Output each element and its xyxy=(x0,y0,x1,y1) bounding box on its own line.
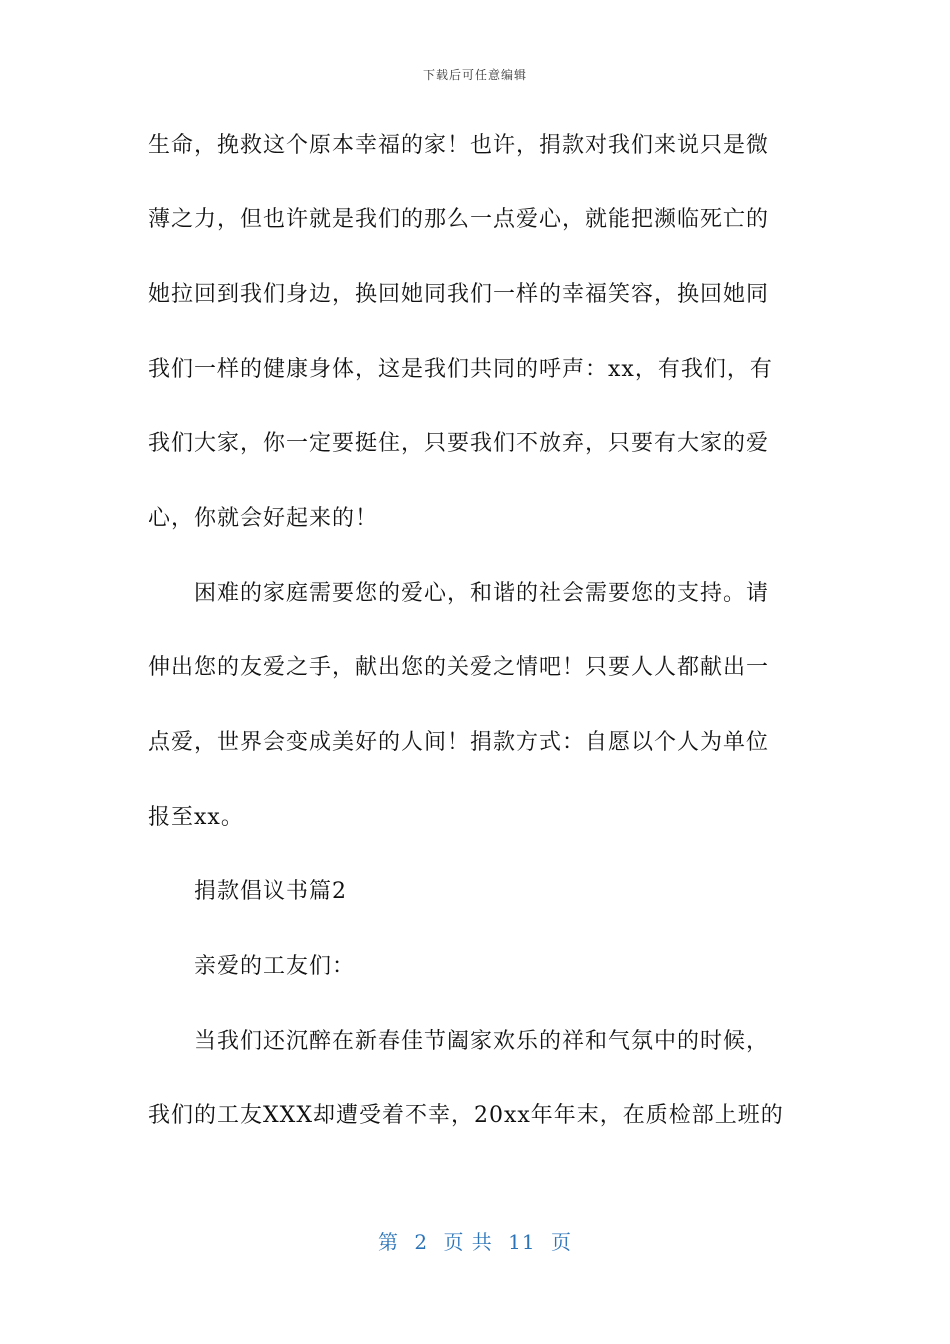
body-line: 我们一样的健康身体，这是我们共同的呼声：xx，有我们，有 xyxy=(148,357,773,382)
page-number-total: 11 xyxy=(508,1230,536,1254)
body-line: 我们大家，你一定要挺住，只要我们不放弃，只要有大家的爱 xyxy=(148,431,770,456)
page-number-mid: 页 共 xyxy=(443,1230,493,1254)
body-line: 薄之力，但也许就是我们的那么一点爱心，就能把濒临死亡的 xyxy=(148,207,770,232)
body-line: 报至xx。 xyxy=(148,805,244,830)
page-number xyxy=(0,1226,950,1255)
body-line: 困难的家庭需要您的爱心，和谐的社会需要您的支持。请 xyxy=(148,581,770,606)
page-number-current: 2 xyxy=(414,1230,429,1254)
page-header-note: 下载后可任意编辑 xyxy=(422,68,527,82)
body-line: 当我们还沉醉在新春佳节阖家欢乐的祥和气氛中的时候， xyxy=(148,1029,770,1054)
section-heading: 捐款倡议书篇2 xyxy=(148,879,347,904)
body-line: 生命，挽救这个原本幸福的家！也许，捐款对我们来说只是微 xyxy=(148,133,770,158)
page-number-suffix: 页 xyxy=(550,1230,572,1254)
body-line: 她拉回到我们身边，换回她同我们一样的幸福笑容，换回她同 xyxy=(148,282,770,307)
page-number-prefix: 第 xyxy=(378,1230,399,1254)
body-line: 点爱，世界会变成美好的人间！捐款方式：自愿以个人为单位 xyxy=(148,730,770,755)
body-line: 心，你就会好起来的！ xyxy=(148,506,379,531)
salutation: 亲爱的工友们： xyxy=(148,954,356,979)
body-line: 我们的工友XXX却遭受着不幸，20xx年年末，在质检部上班的 xyxy=(148,1103,784,1128)
body-line: 伸出您的友爱之手，献出您的关爱之情吧！只要人人都献出一 xyxy=(148,655,770,680)
